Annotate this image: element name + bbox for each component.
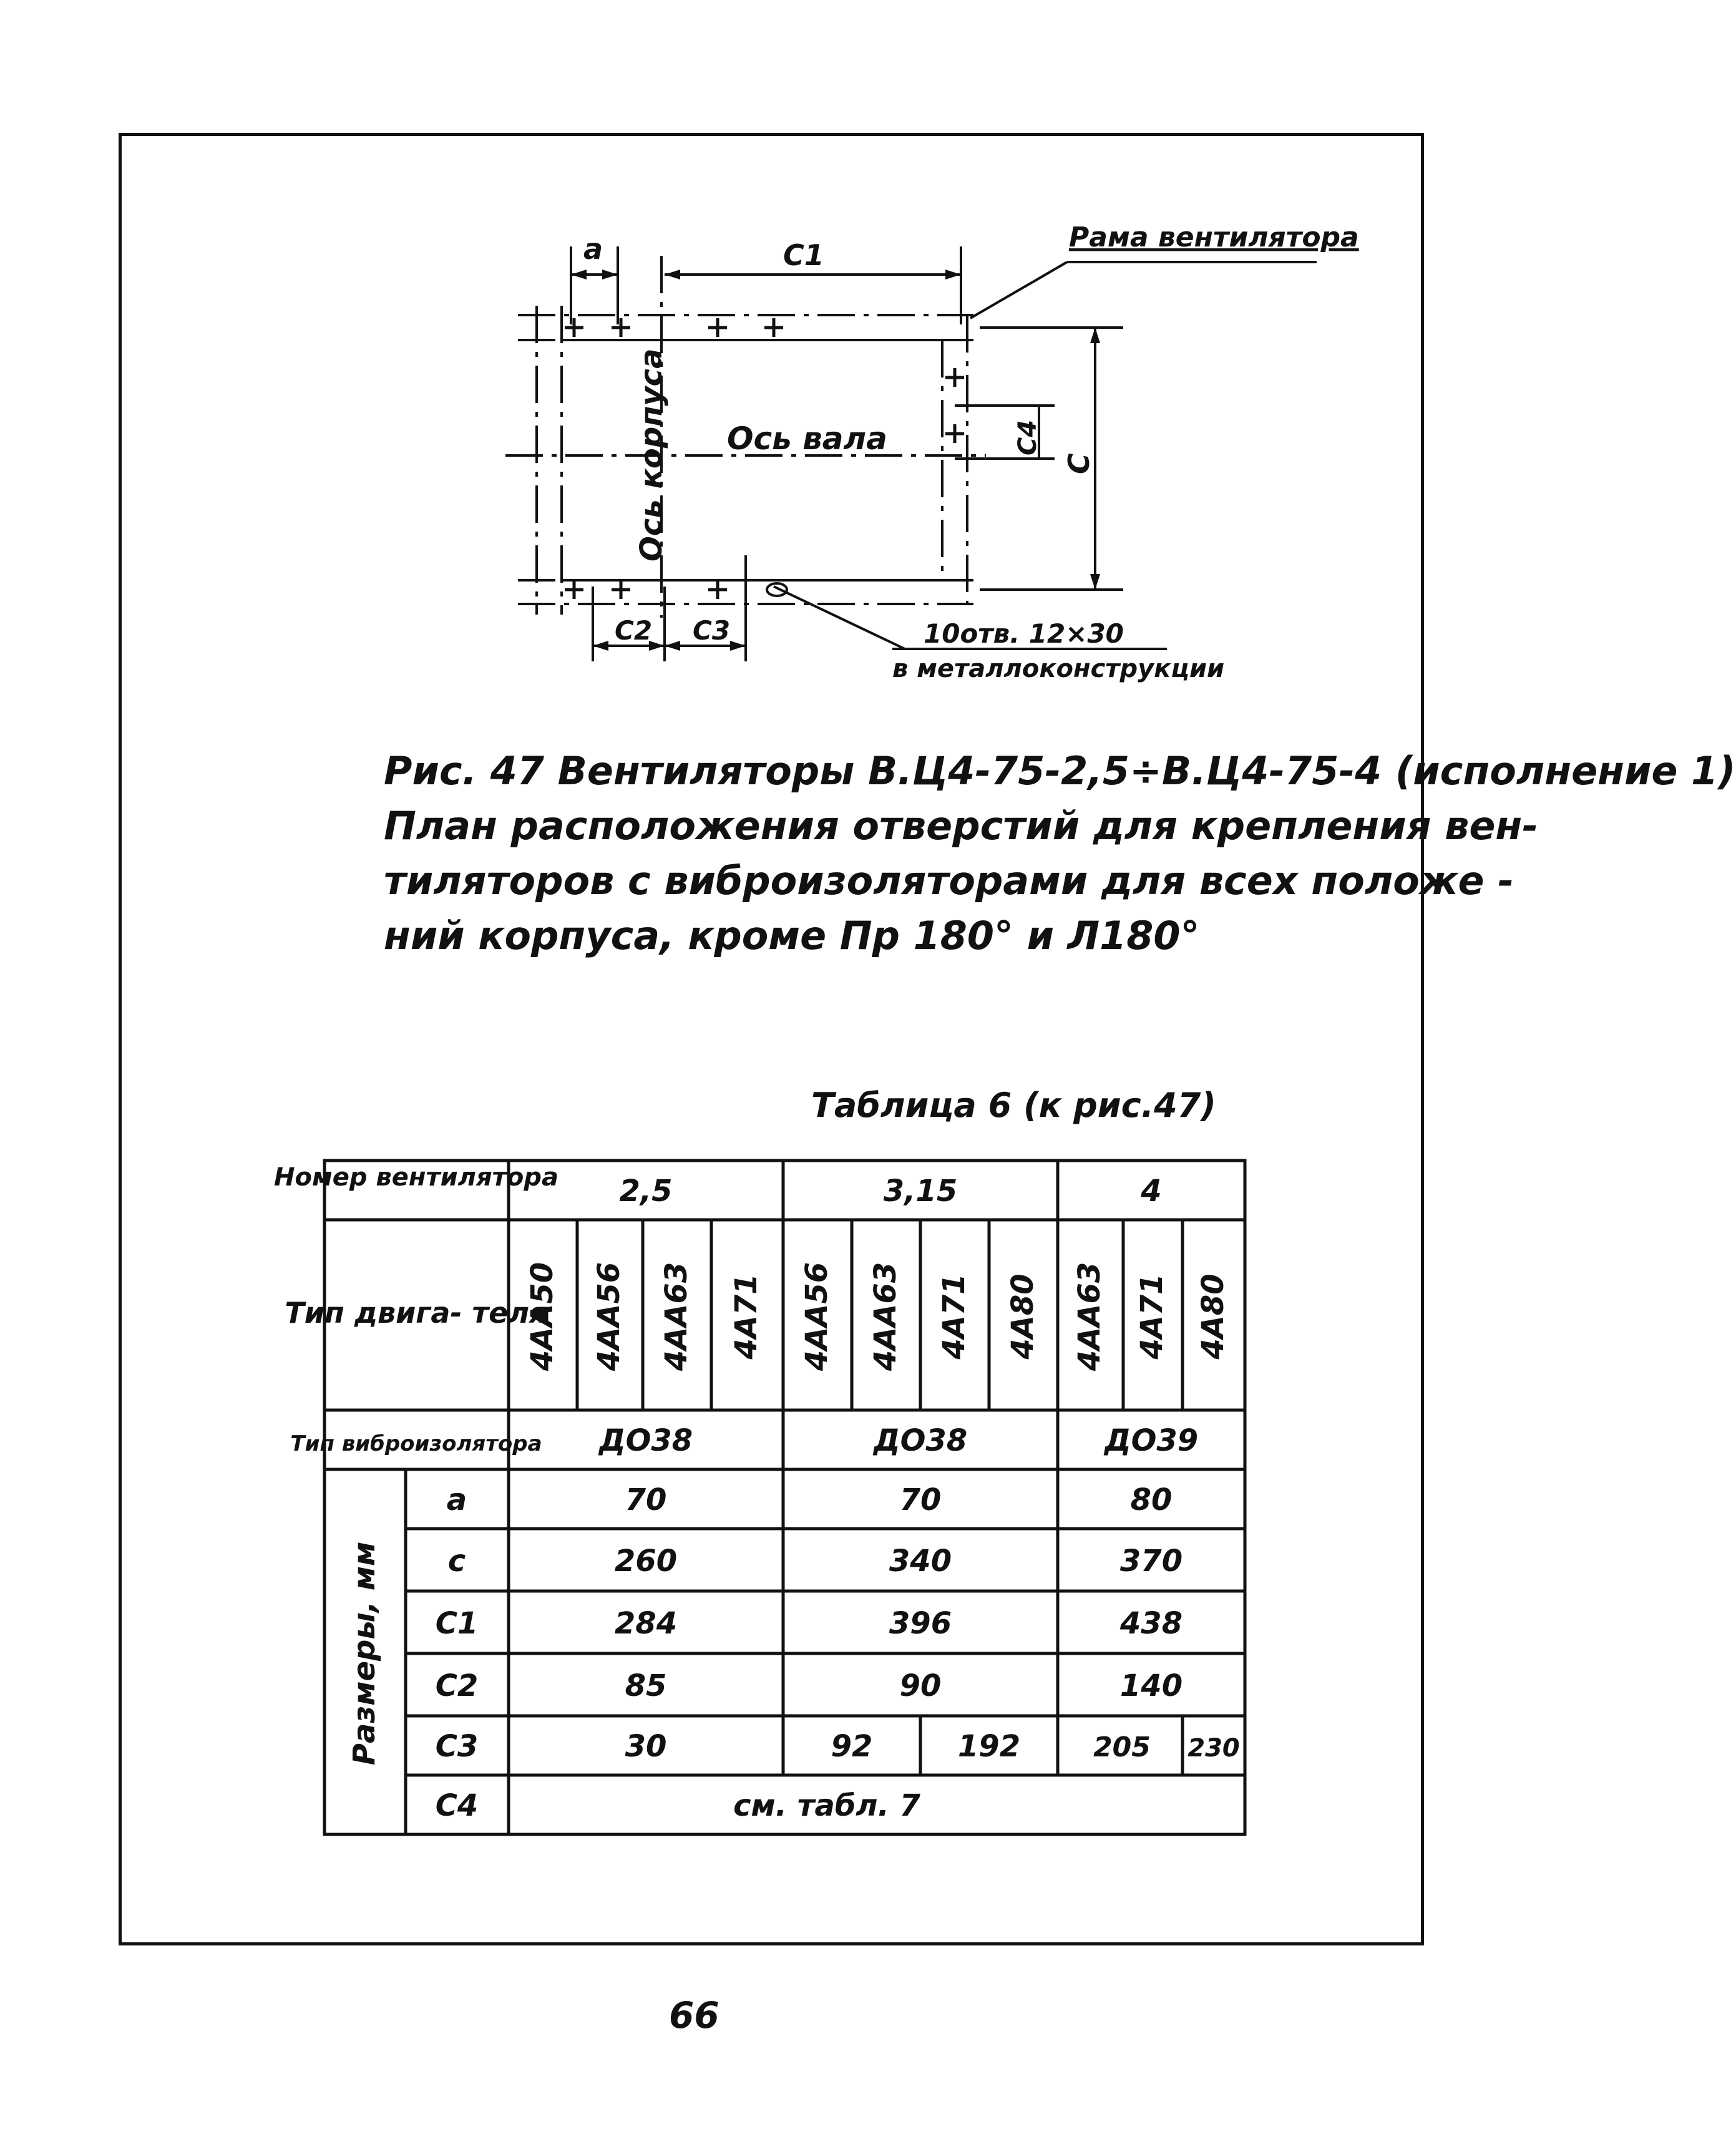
cell: см. табл. 7 <box>733 1788 920 1823</box>
cell: 70 <box>899 1482 942 1517</box>
cell: 205 <box>1093 1731 1151 1763</box>
motor-type-cell: 4АА56 <box>799 1262 834 1371</box>
holes-note-material: в металлоконструкции <box>892 655 1225 683</box>
motor-type-cell: 4А80 <box>1196 1273 1231 1360</box>
dim-label-c2: C2 <box>615 615 653 646</box>
cell: 340 <box>889 1544 952 1579</box>
row-name-c1: C1 <box>435 1606 479 1641</box>
holes-note: 10отв. 12×30 <box>924 618 1124 649</box>
caption-line: ний корпуса, кроме Пр 180° и Л180° <box>384 913 1200 958</box>
cell: 284 <box>614 1606 678 1641</box>
motor-type-cell: 4АА63 <box>659 1262 694 1371</box>
row-name-c4: C4 <box>435 1788 479 1823</box>
isolator-header: Тип виброизолятора <box>290 1431 542 1456</box>
row-name-c2: C2 <box>435 1668 479 1703</box>
cell: 438 <box>1119 1606 1183 1641</box>
cell: 80 <box>1130 1482 1173 1517</box>
row-name-a: a <box>446 1482 467 1517</box>
fan-number-4: 4 <box>1141 1174 1162 1209</box>
dim-label-c3: C3 <box>693 615 731 646</box>
fan-number-3-15: 3,15 <box>883 1174 958 1209</box>
cell: 70 <box>625 1482 667 1517</box>
motor-type-cell: 4АА63 <box>1072 1262 1107 1371</box>
motor-type-cell: 4А71 <box>729 1273 764 1360</box>
dim-label-c1: C1 <box>783 238 824 272</box>
isolator-4: ДО39 <box>1104 1423 1199 1458</box>
table-caption: Таблица 6 (к рис.47) <box>811 1086 1216 1125</box>
caption-line: тиляторов с виброизоляторами для всех положе - <box>384 858 1514 903</box>
cell: 30 <box>625 1729 667 1764</box>
motor-type-cell: 4АА50 <box>525 1262 560 1371</box>
cell: 90 <box>899 1668 942 1703</box>
caption-line: План расположения отверстий для крепления вен- <box>384 803 1538 849</box>
cell: 85 <box>625 1668 667 1703</box>
row-name-c3: C3 <box>435 1729 479 1764</box>
motor-type-cell: 4АА56 <box>592 1262 627 1371</box>
dim-label-c: C <box>1062 453 1096 474</box>
fan-number-header: Номер вентилятора <box>274 1163 558 1192</box>
shaft-axis-label: Ось вала <box>727 421 887 457</box>
motor-type-header: Тип двига- теля <box>285 1296 548 1330</box>
body-axis-label: Ось корпуса <box>634 348 669 562</box>
cell: 92 <box>831 1729 873 1764</box>
dim-label-c4: C4 <box>1013 419 1042 455</box>
frame-label: Рама вентилятора <box>1069 221 1359 253</box>
dim-label-a: a <box>583 232 603 266</box>
motor-type-cell: 4А71 <box>1134 1273 1169 1360</box>
cell: 192 <box>957 1729 1021 1764</box>
cell: 230 <box>1187 1734 1240 1763</box>
fan-number-2-5: 2,5 <box>619 1174 673 1209</box>
motor-type-cell: 4А80 <box>1005 1273 1040 1360</box>
page-number: 66 <box>669 1994 719 2037</box>
dimensions-header: Размеры, мм <box>347 1541 382 1766</box>
isolator-2-5: ДО38 <box>598 1423 693 1458</box>
caption-line: Рис. 47 Вентиляторы В.Ц4-75-2,5÷В.Ц4-75-4 (исполнение 1) <box>384 748 1736 794</box>
row-name-c: c <box>447 1544 466 1579</box>
cell: 260 <box>614 1544 678 1579</box>
cell: 396 <box>889 1606 952 1641</box>
motor-type-cell: 4А71 <box>937 1273 972 1360</box>
isolator-3-15: ДО38 <box>873 1423 968 1458</box>
motor-type-cell: 4АА63 <box>868 1262 903 1371</box>
cell: 370 <box>1119 1544 1183 1579</box>
cell: 140 <box>1119 1668 1183 1703</box>
